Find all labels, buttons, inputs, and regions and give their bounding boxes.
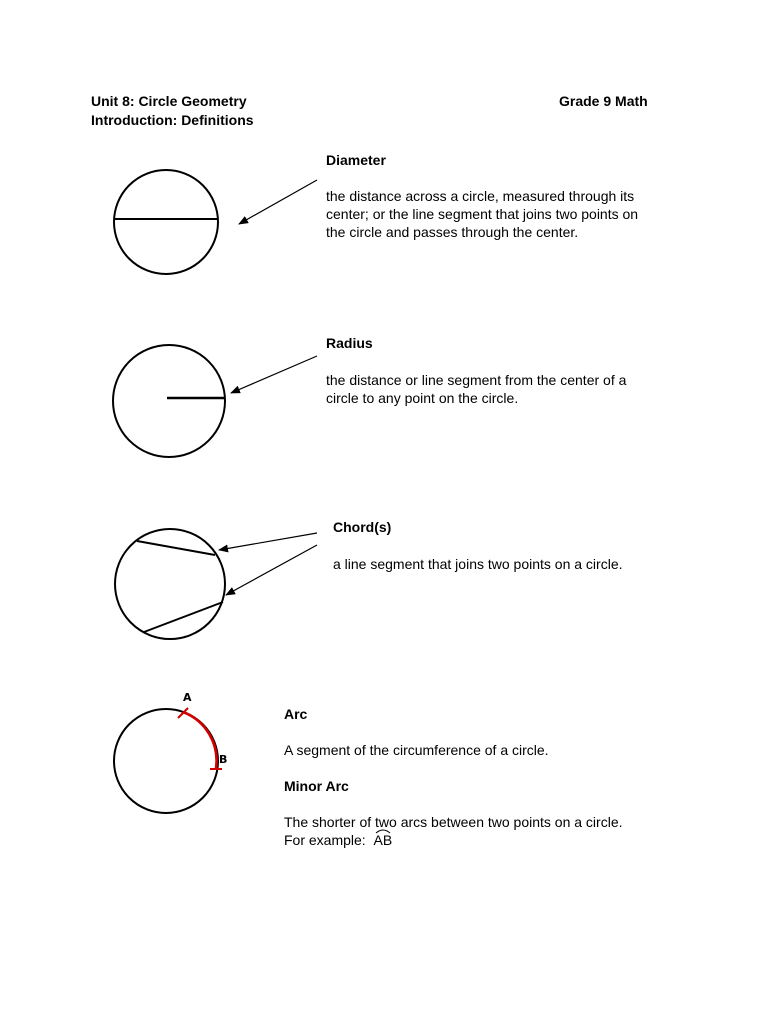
arc-point-a-label: A bbox=[183, 691, 192, 704]
radius-arrow bbox=[231, 356, 317, 393]
chord-line-top bbox=[137, 541, 215, 555]
diameter-arrow bbox=[239, 180, 317, 224]
chord-arrow-bottom bbox=[226, 545, 317, 595]
diameter-definition bbox=[326, 187, 638, 241]
chord-line-bottom bbox=[144, 602, 223, 632]
arc-term: Arc bbox=[284, 706, 308, 722]
diameter-term: Diameter bbox=[326, 152, 386, 168]
radius-figure bbox=[113, 345, 317, 457]
chord-term: Chord(s) bbox=[333, 519, 392, 535]
diameter-definition-line: center; or the line segment that joins two points on bbox=[326, 206, 639, 222]
unit-title: Unit 8: Circle Geometry bbox=[91, 93, 247, 109]
grade-label: Grade 9 Math bbox=[559, 93, 648, 109]
diameter-figure bbox=[114, 170, 317, 274]
minor-arc-example bbox=[284, 831, 623, 849]
arc-figure bbox=[114, 708, 222, 813]
arc-point-b-label: B bbox=[219, 753, 228, 766]
radius-circle bbox=[113, 345, 225, 457]
diameter-definition-line: the distance across a circle, measured through its bbox=[326, 188, 635, 204]
chord-definition: a line segment that joins two points on a circle. bbox=[333, 556, 623, 572]
radius-definition-line: the distance or line segment from the center of a bbox=[326, 372, 627, 388]
chord-arrow-top bbox=[219, 533, 317, 550]
minor-arc-definition bbox=[284, 813, 623, 849]
page-subtitle: Introduction: Definitions bbox=[91, 112, 254, 128]
radius-term: Radius bbox=[326, 335, 373, 351]
radius-definition bbox=[326, 371, 626, 407]
radius-definition-line: circle to any point on the circle. bbox=[326, 390, 519, 406]
chord-figure bbox=[115, 529, 317, 639]
arc-notation-icon bbox=[375, 828, 391, 834]
minor-arc-definition-line: The shorter of two arcs between two points on a circle. bbox=[284, 814, 623, 830]
minor-arc-example-prefix: For example: bbox=[284, 832, 366, 848]
minor-arc-example-value: AB bbox=[373, 832, 393, 848]
arc-definition: A segment of the circumference of a circle. bbox=[284, 742, 549, 758]
diameter-definition-line: the circle and passes through the center. bbox=[326, 224, 579, 240]
minor-arc-example-notation bbox=[373, 831, 392, 849]
minor-arc-term: Minor Arc bbox=[284, 778, 349, 794]
diameter-circle bbox=[114, 170, 218, 274]
